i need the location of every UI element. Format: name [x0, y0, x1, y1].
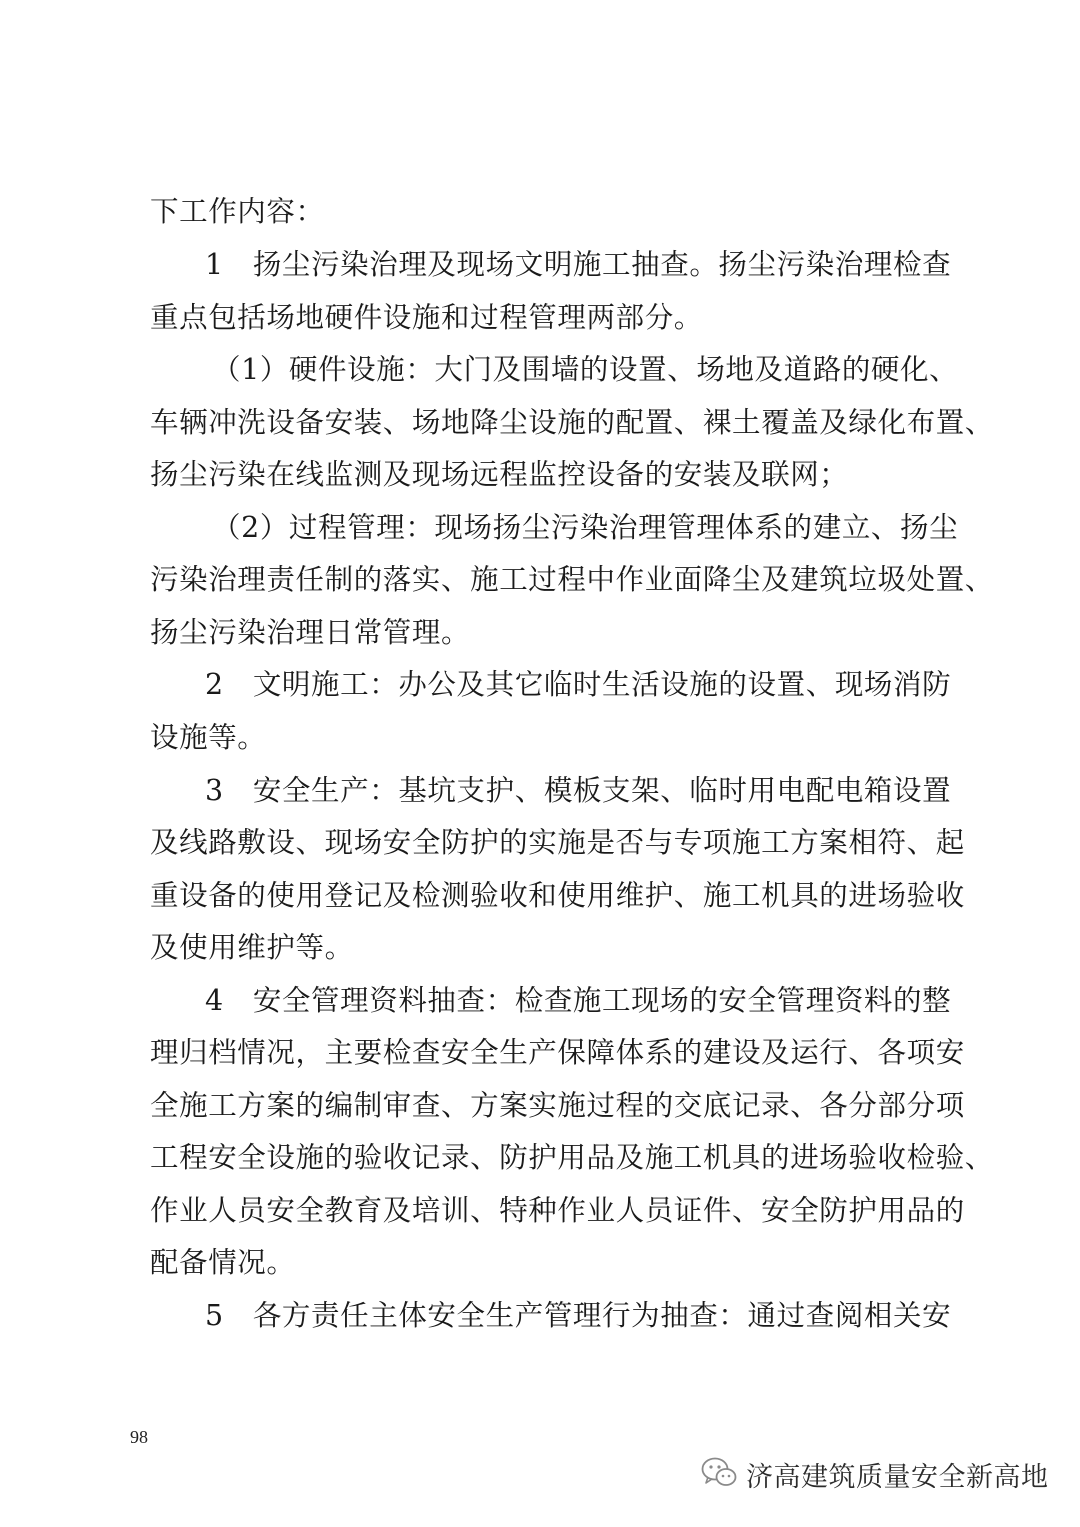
watermark-text: 济高建筑质量安全新高地 — [746, 1461, 1049, 1493]
text-line: 重设备的使用登记及检测验收和使用维护、施工机具的进场验收 — [150, 879, 965, 912]
text-line: 重点包括场地硬件设施和过程管理两部分。 — [150, 301, 703, 334]
text-line: 污染治理责任制的落实、施工过程中作业面降尘及建筑垃圾处置、 — [150, 563, 994, 596]
text-line: 工程安全设施的验收记录、防护用品及施工机具的进场验收检验、 — [150, 1141, 994, 1174]
text-line: 及线路敷设、现场安全防护的实施是否与专项施工方案相符、起 — [150, 826, 965, 859]
watermark — [700, 1454, 1050, 1494]
text-line: 4 安全管理资料抽查：检查施工现场的安全管理资料的整 — [205, 984, 952, 1017]
wechat-icon — [700, 1455, 738, 1493]
text-line: 下工作内容： — [150, 195, 325, 228]
text-line: 全施工方案的编制审查、方案实施过程的交底记录、各分部分项 — [150, 1089, 965, 1122]
text-line: 1 扬尘污染治理及现场文明施工抽查。扬尘污染治理检查 — [205, 248, 952, 281]
text-line: 及使用维护等。 — [150, 931, 354, 964]
text-line: 车辆冲洗设备安装、场地降尘设施的配置、裸土覆盖及绿化布置、 — [150, 406, 994, 439]
text-line: 扬尘污染治理日常管理。 — [150, 616, 471, 649]
text-line: 作业人员安全教育及培训、特种作业人员证件、安全防护用品的 — [150, 1194, 965, 1227]
page-number: 98 — [130, 1427, 148, 1447]
text-line: 3 安全生产：基坑支护、模板支架、临时用电配电箱设置 — [205, 774, 952, 807]
text-line: 配备情况。 — [150, 1246, 296, 1279]
text-line: 2 文明施工：办公及其它临时生活设施的设置、现场消防 — [205, 668, 952, 701]
text-line: （2）过程管理：现场扬尘污染治理管理体系的建立、扬尘 — [212, 511, 959, 544]
text-line: （1）硬件设施：大门及围墙的设置、场地及道路的硬化、 — [212, 353, 959, 386]
text-line: 设施等。 — [150, 721, 267, 754]
text-line: 扬尘污染在线监测及现场远程监控设备的安装及联网； — [150, 458, 849, 491]
text-line: 理归档情况，主要检查安全生产保障体系的建设及运行、各项安 — [150, 1036, 965, 1069]
text-line: 5 各方责任主体安全生产管理行为抽查：通过查阅相关安 — [205, 1299, 952, 1332]
